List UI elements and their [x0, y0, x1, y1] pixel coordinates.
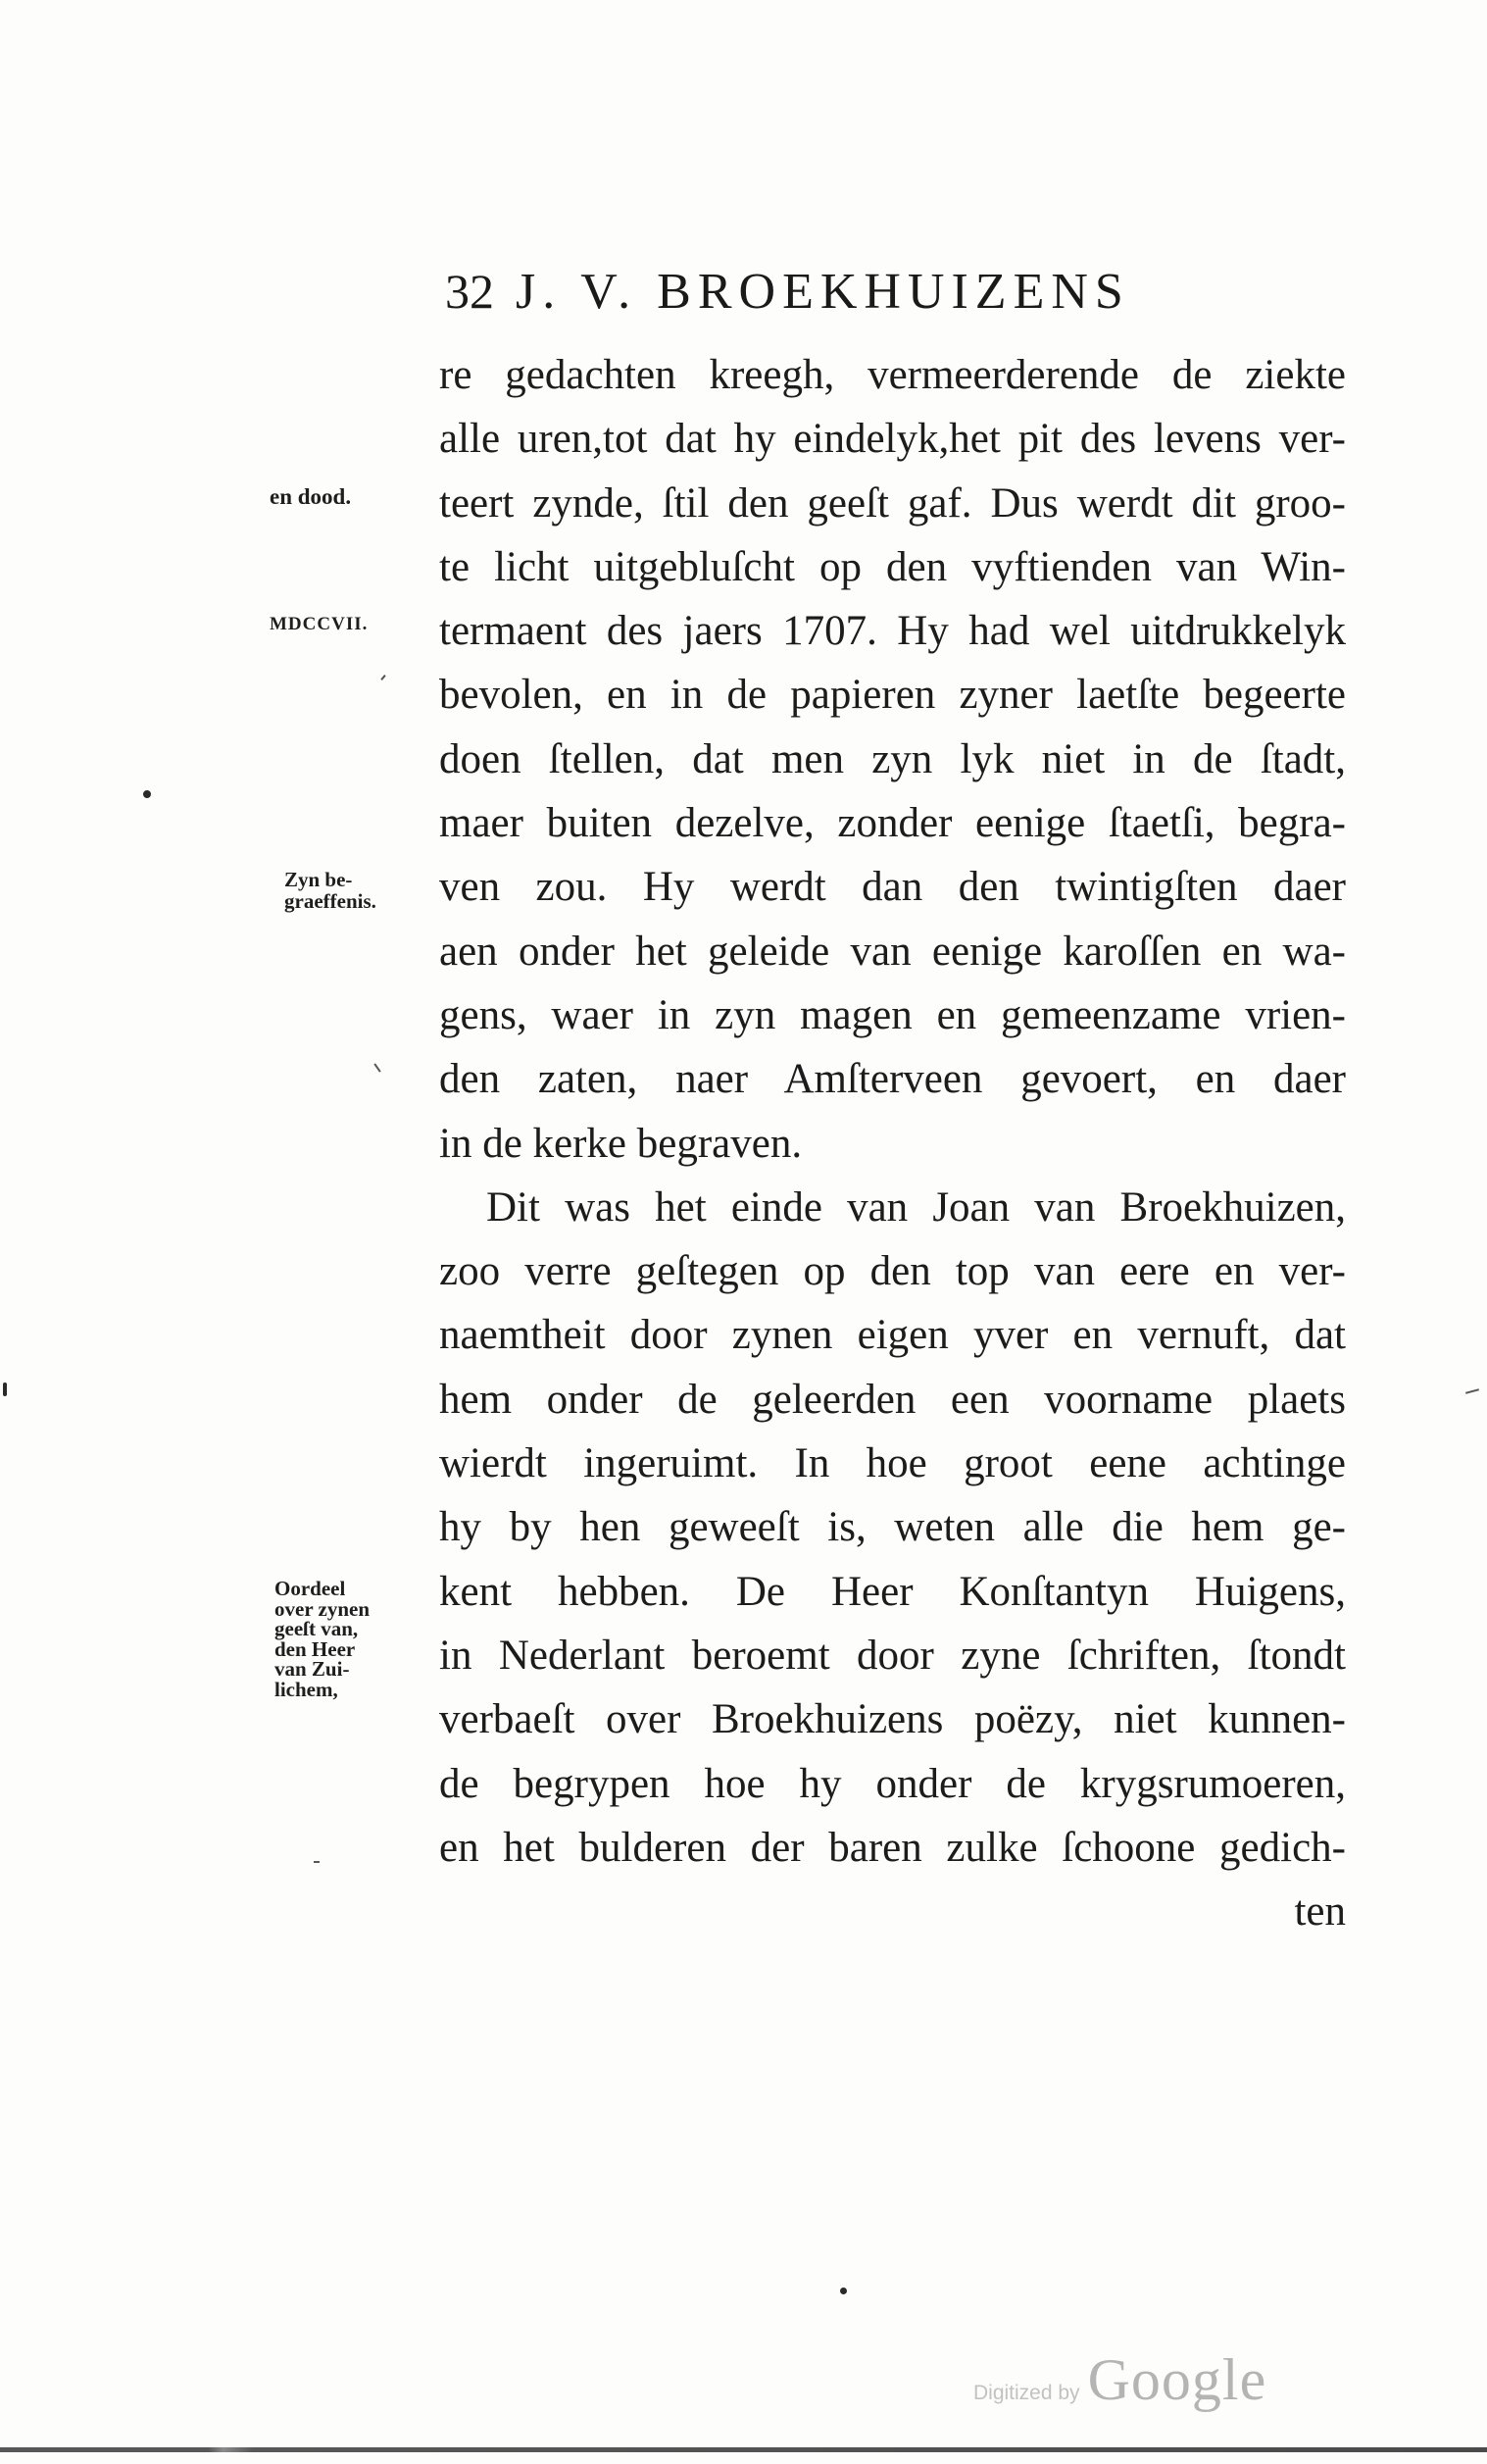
text-line: gens, waer in zyn magen en gemeenzame vrien-: [439, 991, 1346, 1038]
text-line: verbaeſt over Broekhuizens poëzy, niet kunnen-: [439, 1696, 1346, 1743]
scan-mark: [314, 1861, 320, 1863]
text-line: de begrypen hoe hy onder de krygsrumoeren,: [439, 1760, 1346, 1807]
text-line: en het bulderen der baren zulke ſchoone gedich-: [439, 1824, 1346, 1871]
margin-note-line: lichem,: [274, 1677, 338, 1701]
ink-speck: [143, 790, 151, 798]
margin-note-burial: [284, 869, 376, 912]
margin-note-line: en dood.: [270, 484, 352, 509]
text-line: termaent des jaers 1707. Hy had wel uitdrukkelyk: [439, 608, 1346, 655]
margin-note-year: [270, 614, 368, 634]
digitized-by-watermark: [973, 2346, 1266, 2414]
text-line: kent hebben. De Heer Konſtantyn Huigens,: [439, 1568, 1346, 1615]
google-logo: Google: [1087, 2347, 1267, 2412]
text-line: bevolen, en in de papieren zyner laetſte begeerte: [439, 672, 1346, 719]
ink-speck: [3, 1383, 7, 1396]
margin-note-line: MDCCVII.: [270, 614, 369, 634]
text-line: re gedachten kreegh, vermeerderende de ziekte: [439, 352, 1346, 398]
margin-note-line: geeſt van,: [274, 1617, 359, 1640]
text-line: hy by hen geweeſt is, weten alle die hem ge-: [439, 1504, 1346, 1551]
scan-mark: [1465, 1388, 1479, 1394]
paragraph-end-line: in de kerke begraven.: [439, 1120, 803, 1167]
text-line: wierdt ingeruimt. In hoe groot eene achtinge: [439, 1440, 1346, 1487]
scan-mark: [380, 675, 385, 680]
text-line: zoo verre geſtegen op den top van eere en ver-: [439, 1248, 1346, 1295]
margin-note-line: den Heer: [274, 1636, 356, 1661]
text-line: alle uren,tot dat hy eindelyk,het pit des levens ver-: [439, 416, 1346, 463]
body-text: [439, 343, 1346, 1943]
paragraph-start-line: Dit was het einde van Joan van Broekhuizen,: [486, 1183, 1346, 1231]
text-line: hem onder de geleerden een voorname plaets: [439, 1376, 1346, 1423]
margin-note-line: van Zui-: [274, 1657, 350, 1681]
text-line: den zaten, naer Amſterveen gevoert, en daer: [439, 1056, 1346, 1103]
text-line: maer buiten dezelve, zonder eenige ſtaetſi, begra-: [439, 800, 1346, 847]
text-line: doen ſtellen, dat men zyn lyk niet in de ſtadt,: [439, 735, 1346, 782]
text-line: ven zou. Hy werdt dan den twintigſten daer: [439, 864, 1346, 911]
catchword: ten: [1294, 1888, 1346, 1936]
scan-bottom-edge: [0, 2447, 1487, 2452]
scan-mark: [373, 1063, 380, 1072]
margin-note-death: [270, 486, 351, 507]
margin-note-judgement: [274, 1579, 370, 1699]
text-line: naemtheit door zynen eigen yver en vernuft, dat: [439, 1312, 1346, 1359]
margin-note-line: Zyn be-: [284, 868, 353, 891]
margin-note-line: graeffenis.: [284, 889, 376, 913]
running-header: [445, 263, 1357, 331]
text-line: in Nederlant beroemt door zyne ſchriften, ſtondt: [439, 1632, 1346, 1679]
running-title: J. V. BROEKHUIZENS: [516, 264, 1130, 320]
margin-note-line: Oordeel: [274, 1577, 346, 1600]
text-line: teert zynde, ſtil den geeſt gaf. Dus werdt dit groo-: [439, 479, 1346, 527]
text-line: te licht uitgebluſcht op den vyftienden van Win-: [439, 543, 1346, 590]
page-number: 32: [445, 264, 494, 319]
watermark-caption: Digitized by: [973, 2382, 1080, 2404]
margin-note-line: over zynen: [274, 1596, 371, 1621]
text-line: aen onder het geleide van eenige karoſſen en wa-: [439, 928, 1346, 975]
ink-speck: [840, 2288, 847, 2294]
